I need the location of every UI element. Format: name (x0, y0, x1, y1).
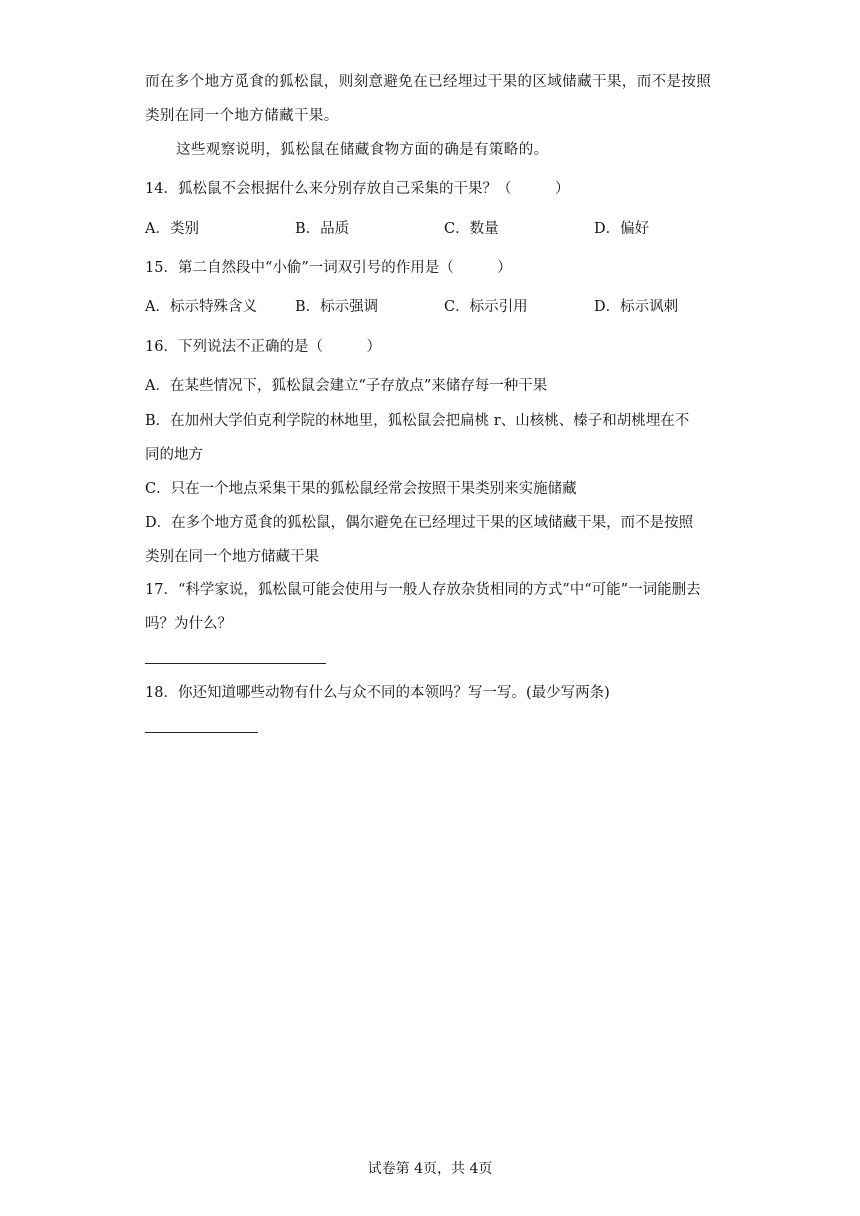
question-18-stem: 18．你还知道哪些动物有什么与众不同的本领吗？写一写。(最少写两条) (145, 685, 610, 701)
question-17-stem-line-1: 17．“科学家说，狐松鼠可能会使用与一般人存放杂货相同的方式”中“可能”一词能删去 (145, 582, 701, 598)
q15-option-a: A．标示特殊含义 (145, 299, 257, 315)
passage-line-2: 类别在同一个地方储藏干果。 (145, 108, 339, 124)
q14-option-b: B．品质 (295, 221, 350, 237)
q16-option-d-line-1: D．在多个地方觅食的狐松鼠，偶尔避免在已经埋过干果的区域储藏干果，而不是按照 (145, 515, 694, 531)
question-14-stem: 14．狐松鼠不会根据什么来分别存放自己采集的干果？（ ） (145, 181, 570, 197)
q15-option-b: B．标示强调 (295, 299, 379, 315)
q16-option-b-line-1: B．在加州大学伯克利学院的林地里，狐松鼠会把扁桃 r、山核桃、榛子和胡桃埋在不 (145, 413, 690, 429)
question-16-stem: 16．下列说法不正确的是（ ） (145, 339, 381, 355)
q14-option-a: A．类别 (145, 221, 199, 237)
q18-answer-blank[interactable] (145, 732, 258, 733)
q15-option-c: C．标示引用 (444, 299, 528, 315)
q16-option-d-line-2: 类别在同一个地方储藏干果 (145, 549, 319, 565)
q14-option-d: D．偏好 (594, 221, 650, 237)
passage-line-3: 这些观察说明，狐松鼠在储藏食物方面的确是有策略的。 (176, 142, 549, 158)
q15-option-d: D．标示讽刺 (594, 299, 679, 315)
passage-line-1: 而在多个地方觅食的狐松鼠，则刻意避免在已经埋过干果的区域储藏干果，而不是按照 (145, 74, 712, 90)
q17-answer-blank[interactable] (145, 663, 326, 664)
page-footer: 试卷第 4页，共 4页 (367, 1161, 493, 1177)
q16-option-b-line-2: 同的地方 (145, 447, 203, 463)
question-15-stem: 15．第二自然段中“小偷”一词双引号的作用是（ ） (145, 260, 512, 276)
question-17-stem-line-2: 吗？为什么？ (145, 616, 232, 632)
q14-option-c: C．数量 (444, 221, 499, 237)
q16-option-c: C．只在一个地点采集干果的狐松鼠经常会按照干果类别来实施储藏 (145, 481, 577, 497)
q16-option-a: A．在某些情况下，狐松鼠会建立“子存放点”来储存每一种干果 (145, 378, 548, 394)
